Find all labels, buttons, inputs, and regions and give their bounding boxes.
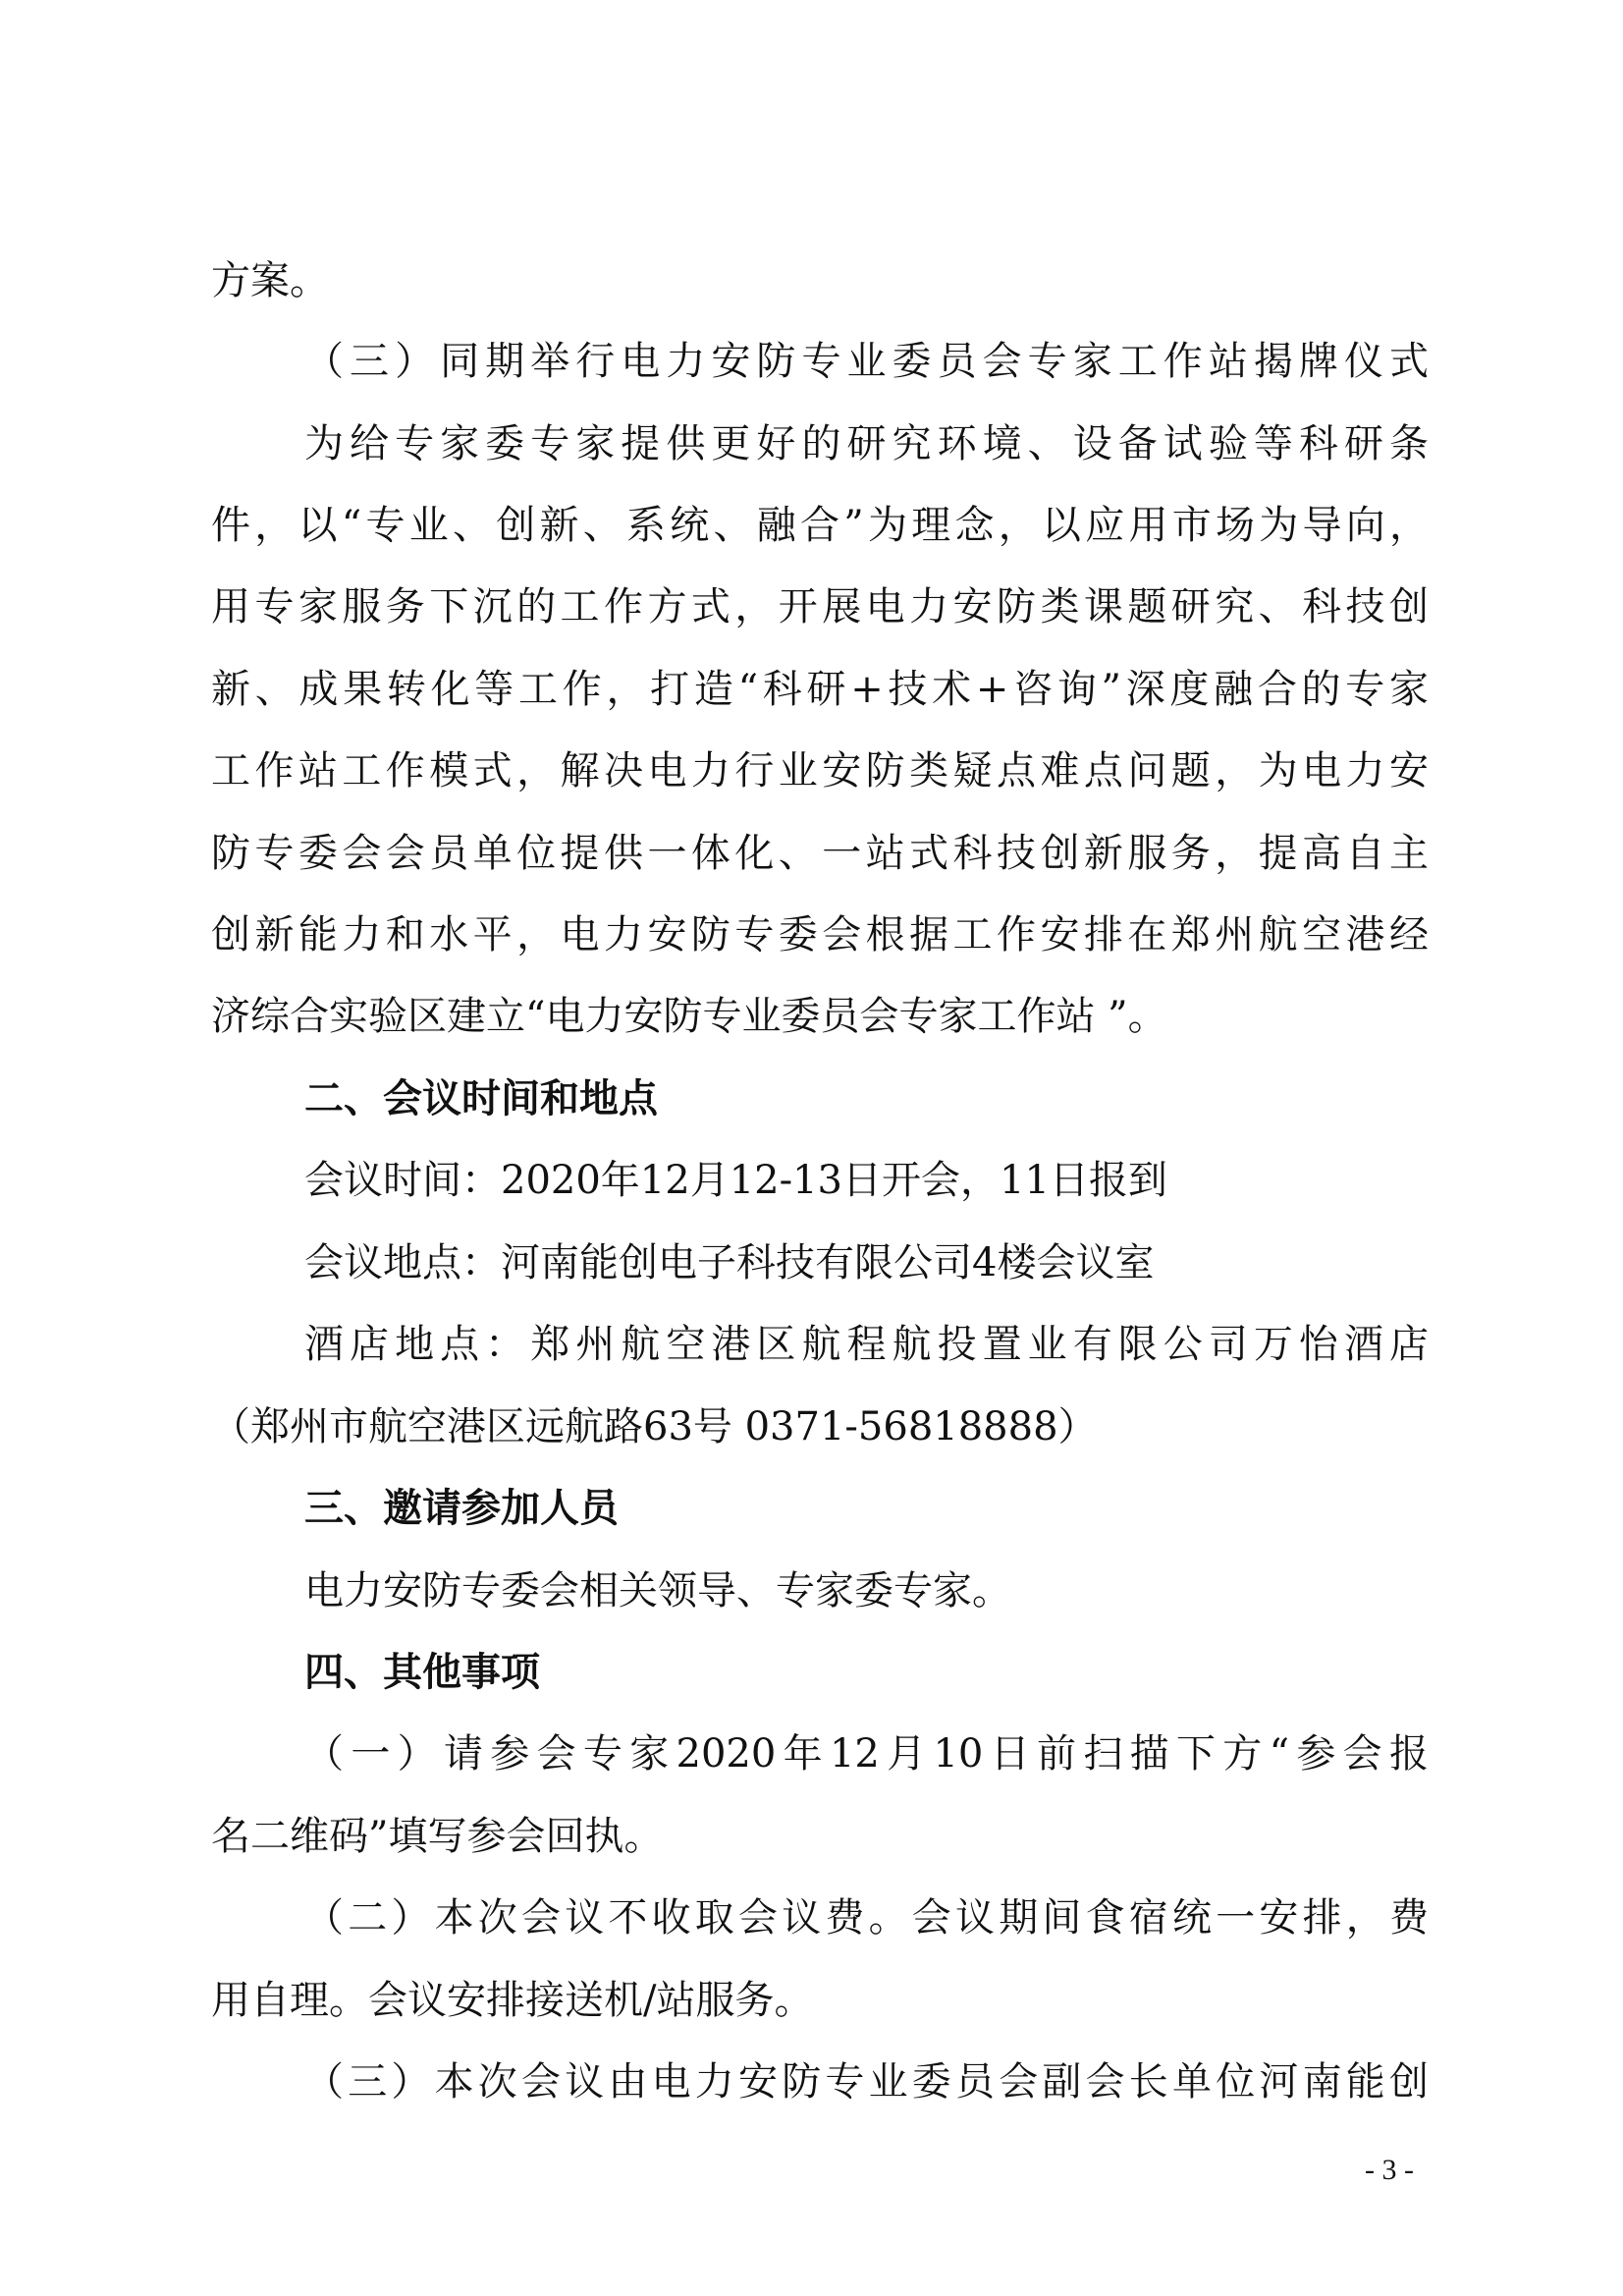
meeting-time: 会议时间：2020年12月12-13日开会，11日报到 <box>304 1158 1167 1203</box>
paragraph-line: 济综合实验区建立“电力安防专业委员会专家工作站 ”。 <box>211 994 1167 1039</box>
paragraph-line: 用专家服务下沉的工作方式，开展电力安防类课题研究、科技创 <box>211 584 1429 629</box>
hotel-address: （郑州市航空港区远航路63号 0371-56818888） <box>211 1404 1098 1449</box>
page-number: - 3 - <box>1365 2154 1414 2186</box>
paragraph-line: 为给专家委专家提供更好的研究环境、设备试验等科研条 <box>304 421 1429 466</box>
subsection-heading: （三）同期举行电力安防专业委员会专家工作站揭牌仪式 <box>304 339 1429 384</box>
paragraph-line: （二）本次会议不收取会议费。会议期间食宿统一安排，费 <box>304 1895 1429 1941</box>
paragraph-line: 工作站工作模式，解决电力行业安防类疑点难点问题，为电力安 <box>211 748 1429 793</box>
paragraph-line: 创新能力和水平，电力安防专委会根据工作安排在郑州航空港经 <box>211 912 1429 957</box>
meeting-location: 会议地点：河南能创电子科技有限公司4楼会议室 <box>304 1240 1155 1285</box>
section-heading: 三、邀请参加人员 <box>304 1486 619 1531</box>
paragraph-line: （一）请参会专家2020年12月10日前扫描下方“参会报 <box>304 1731 1429 1777</box>
section-heading: 二、会议时间和地点 <box>304 1076 658 1121</box>
paragraph-line: 名二维码”填写参会回执。 <box>211 1814 664 1859</box>
paragraph-line: （三）本次会议由电力安防专业委员会副会长单位河南能创 <box>304 2059 1429 2105</box>
section-heading: 四、其他事项 <box>304 1650 540 1695</box>
paragraph-line: 防专委会会员单位提供一体化、一站式科技创新服务，提高自主 <box>211 831 1429 876</box>
paragraph-line: 方案。 <box>211 258 329 303</box>
paragraph-line: 新、成果转化等工作，打造“科研+技术+咨询”深度融合的专家 <box>211 667 1429 712</box>
hotel-location: 酒店地点：郑州航空港区航程航投置业有限公司万怡酒店 <box>304 1322 1429 1367</box>
paragraph-line: 用自理。会议安排接送机/站服务。 <box>211 1978 814 2023</box>
paragraph-line: 电力安防专委会相关领导、专家委专家。 <box>304 1568 1011 1613</box>
paragraph-line: 件，以“专业、创新、系统、融合”为理念，以应用市场为导向， <box>211 503 1429 548</box>
